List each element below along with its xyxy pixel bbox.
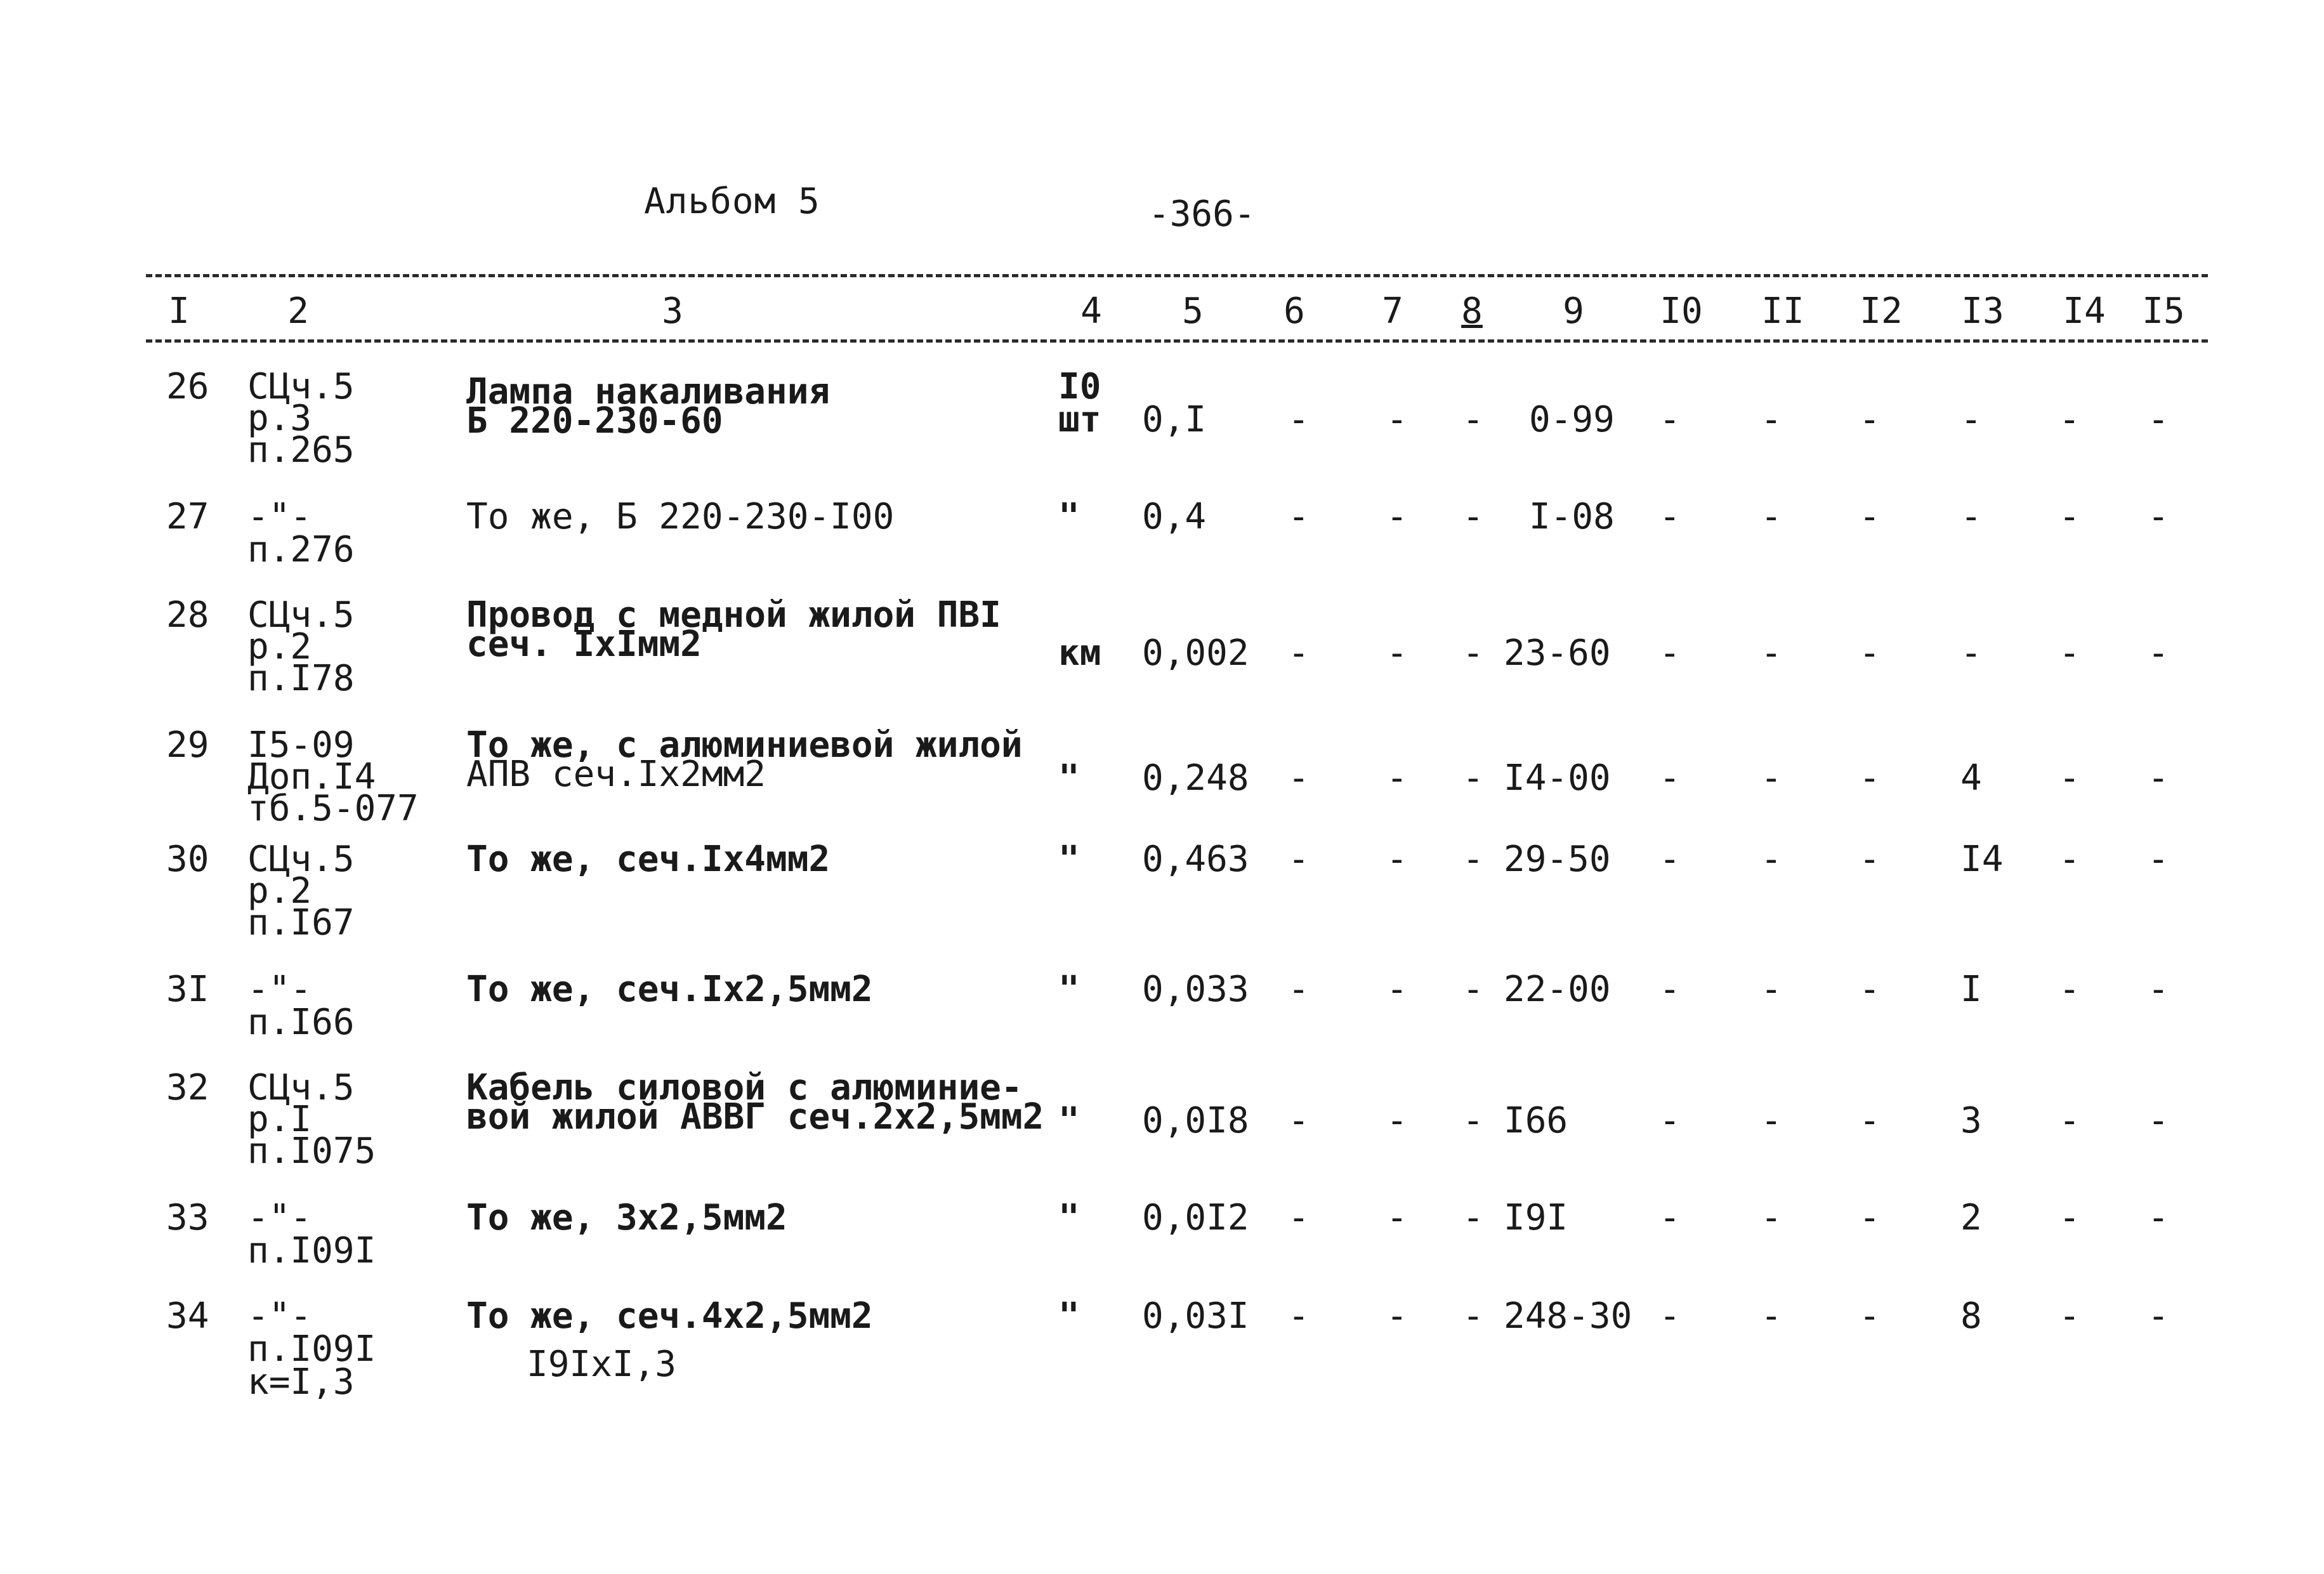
ref-line: СЦч.5: [247, 366, 355, 407]
description-line: То же, с алюминиевой жилой: [466, 725, 1023, 766]
col-14: -: [2059, 1197, 2080, 1238]
row-number: 30: [166, 839, 209, 880]
ref-line: р.3: [247, 398, 312, 439]
col-12: -: [1859, 633, 1881, 674]
description-line: То же, Б 220-230-I00: [466, 496, 895, 537]
col-6: -: [1288, 399, 1310, 440]
col-7: -: [1386, 839, 1408, 880]
col-8: -: [1462, 399, 1484, 440]
col-15: -: [2148, 1295, 2169, 1337]
col-14: -: [2059, 496, 2080, 537]
description-line: То же, сеч.Iх2,5мм2: [466, 969, 873, 1010]
description-line: Лампа накаливания: [466, 371, 830, 412]
col-10: -: [1659, 839, 1681, 880]
col-11: -: [1761, 1100, 1782, 1141]
col-7: -: [1386, 496, 1408, 537]
col-14: -: [2059, 633, 2080, 674]
description-line: вой жилой АВВГ сеч.2х2,5мм2: [466, 1096, 1044, 1138]
col-13: I: [1960, 969, 1982, 1010]
ref-line: р.2: [247, 626, 312, 667]
column-header-14: I4: [2063, 291, 2106, 332]
col-12: -: [1859, 839, 1881, 880]
column-header-7: 7: [1382, 291, 1403, 332]
col-12: -: [1859, 1197, 1881, 1238]
col-8: -: [1462, 496, 1484, 537]
row-number: 28: [166, 594, 209, 636]
col-13: 3: [1960, 1100, 1982, 1141]
col-7: -: [1386, 633, 1408, 674]
description-line: Б 220-230-60: [466, 400, 723, 442]
unit: ": [1058, 969, 1080, 1010]
description-line: То же, сеч.4х2,5мм2: [466, 1295, 873, 1337]
col-15: -: [2148, 633, 2169, 674]
ref-line: СЦч.5: [247, 594, 355, 636]
page-number: -366-: [1148, 193, 1256, 235]
col-6: -: [1288, 1295, 1310, 1337]
description-line: АПВ сеч.Iх2мм2: [466, 754, 766, 795]
description-line: сеч. IхIмм2: [466, 624, 702, 665]
col-6: -: [1288, 839, 1310, 880]
col-11: -: [1761, 633, 1782, 674]
price: I-08: [1529, 496, 1615, 537]
unit: ": [1058, 1295, 1080, 1337]
unit: ": [1058, 839, 1080, 880]
ref-line: п.I67: [247, 902, 355, 943]
ref-line: р.2: [247, 870, 312, 912]
column-header-5: 5: [1182, 291, 1204, 332]
col-12: -: [1859, 1295, 1881, 1337]
column-header-4: 4: [1080, 291, 1102, 332]
col-6: -: [1288, 1197, 1310, 1238]
col-7: -: [1386, 1295, 1408, 1337]
col-15: -: [2148, 1100, 2169, 1141]
col-10: -: [1659, 1100, 1681, 1141]
description-line: То же, 3х2,5мм2: [466, 1197, 787, 1238]
col-7: -: [1386, 757, 1408, 799]
quantity: 0,03I: [1142, 1295, 1249, 1337]
col-7: -: [1386, 969, 1408, 1010]
column-header-10: I0: [1660, 291, 1703, 332]
unit: ": [1058, 757, 1080, 799]
quantity: 0,002: [1142, 633, 1249, 674]
col-12: -: [1859, 1100, 1881, 1141]
column-header-2: 2: [287, 291, 309, 332]
ref-line: Доп.I4: [247, 756, 376, 797]
col-7: -: [1386, 399, 1408, 440]
row-number: 26: [166, 366, 209, 407]
unit: ": [1058, 1197, 1080, 1238]
col-14: -: [2059, 757, 2080, 799]
col-8: -: [1462, 839, 1484, 880]
price: I9I: [1504, 1197, 1568, 1238]
col-13: 4: [1960, 757, 1982, 799]
ref-line: -"-: [247, 1197, 312, 1238]
price: I66: [1504, 1100, 1568, 1141]
header-top-rule: [146, 274, 2208, 277]
col-6: -: [1288, 969, 1310, 1010]
col-12: -: [1859, 399, 1881, 440]
column-header-11: II: [1761, 291, 1804, 332]
col-15: -: [2148, 496, 2169, 537]
price: 22-00: [1504, 969, 1611, 1010]
ref-line: тб.5-077: [247, 788, 419, 829]
price: I4-00: [1504, 757, 1611, 799]
col-10: -: [1659, 757, 1681, 799]
col-11: -: [1761, 1295, 1782, 1337]
col-10: -: [1659, 399, 1681, 440]
col-11: -: [1761, 969, 1782, 1010]
ref-line: п.276: [247, 529, 355, 570]
quantity: 0,0I2: [1142, 1197, 1249, 1238]
col-15: -: [2148, 1197, 2169, 1238]
ref-line: п.265: [247, 430, 355, 471]
column-header-6: 6: [1283, 291, 1305, 332]
unit: км: [1058, 633, 1101, 674]
ref-line: п.I075: [247, 1131, 376, 1172]
col-8: -: [1462, 757, 1484, 799]
col-13: 2: [1960, 1197, 1982, 1238]
col-13: 8: [1960, 1295, 1982, 1337]
col-11: -: [1761, 1197, 1782, 1238]
col-11: -: [1761, 839, 1782, 880]
column-header-3: 3: [662, 291, 683, 332]
unit: ": [1058, 496, 1080, 537]
col-10: -: [1659, 969, 1681, 1010]
column-header-1: I: [168, 291, 190, 332]
col-14: -: [2059, 1295, 2080, 1337]
col-10: -: [1659, 1295, 1681, 1337]
col-11: -: [1761, 757, 1782, 799]
col-7: -: [1386, 1100, 1408, 1141]
ref-line: -"-: [247, 496, 312, 537]
unit: шт: [1058, 399, 1101, 440]
row-number: 33: [166, 1197, 209, 1238]
price: 248-30: [1504, 1295, 1632, 1337]
column-header-9: 9: [1563, 291, 1584, 332]
col-10: -: [1659, 496, 1681, 537]
col-8: -: [1462, 969, 1484, 1010]
col-6: -: [1288, 633, 1310, 674]
row-number: 29: [166, 725, 209, 766]
ref-line: п.I66: [247, 1002, 355, 1043]
col-8: -: [1462, 633, 1484, 674]
ref-line: п.I09I: [247, 1328, 376, 1370]
row-number: 34: [166, 1295, 209, 1337]
row-number: 32: [166, 1067, 209, 1108]
ref-line: п.I78: [247, 658, 355, 699]
ref-line: к=I,3: [247, 1361, 355, 1403]
col-11: -: [1761, 399, 1782, 440]
quantity: 0,463: [1142, 839, 1249, 880]
quantity: 0,4: [1142, 496, 1207, 537]
price: 23-60: [1504, 633, 1611, 674]
col-13: -: [1960, 399, 1982, 440]
unit: ": [1058, 1100, 1080, 1141]
col-7: -: [1386, 1197, 1408, 1238]
col-15: -: [2148, 757, 2169, 799]
col-8: -: [1462, 1197, 1484, 1238]
quantity: 0,0I8: [1142, 1100, 1249, 1141]
col-13: -: [1960, 496, 1982, 537]
ref-line: п.I09I: [247, 1230, 376, 1271]
col-14: -: [2059, 969, 2080, 1010]
column-header-12: I2: [1860, 291, 1903, 332]
column-header-8: 8: [1461, 291, 1483, 332]
description-line: То же, сеч.Iх4мм2: [466, 839, 830, 880]
column-header-13: I3: [1961, 291, 2004, 332]
quantity: 0,I: [1142, 399, 1207, 440]
col-14: -: [2059, 1100, 2080, 1141]
ref-line: р.I: [247, 1099, 312, 1140]
col-10: -: [1659, 633, 1681, 674]
ref-line: СЦч.5: [247, 1067, 355, 1108]
col-13: I4: [1960, 839, 2004, 880]
quantity: 0,248: [1142, 757, 1249, 799]
col-15: -: [2148, 969, 2169, 1010]
description-line: Кабель силовой с алюминие-: [466, 1067, 1023, 1108]
col-11: -: [1761, 496, 1782, 537]
header-bottom-rule: [146, 339, 2208, 343]
col-6: -: [1288, 496, 1310, 537]
col-8: -: [1462, 1100, 1484, 1141]
col-14: -: [2059, 839, 2080, 880]
ref-line: I5-09: [247, 725, 355, 766]
price-calculation-note: I9IхI,3: [527, 1344, 677, 1385]
col-13: -: [1960, 633, 1982, 674]
row-number: 3I: [166, 969, 209, 1010]
row-number: 27: [166, 496, 209, 537]
col-6: -: [1288, 757, 1310, 799]
album-title: Альбом 5: [644, 181, 820, 222]
col-12: -: [1859, 496, 1881, 537]
unit: I0: [1058, 366, 1101, 407]
col-15: -: [2148, 839, 2169, 880]
col-6: -: [1288, 1100, 1310, 1141]
col-12: -: [1859, 757, 1881, 799]
price: 0-99: [1529, 399, 1615, 440]
col-12: -: [1859, 969, 1881, 1010]
ref-line: -"-: [247, 969, 312, 1010]
column-header-15: I5: [2142, 291, 2185, 332]
quantity: 0,033: [1142, 969, 1249, 1010]
ref-line: СЦч.5: [247, 839, 355, 880]
ref-line: -"-: [247, 1295, 312, 1337]
description-line: Провод с медной жилой ПВI: [466, 594, 1001, 636]
price: 29-50: [1504, 839, 1611, 880]
col-8: -: [1462, 1295, 1484, 1337]
col-14: -: [2059, 399, 2080, 440]
col-10: -: [1659, 1197, 1681, 1238]
col-15: -: [2148, 399, 2169, 440]
